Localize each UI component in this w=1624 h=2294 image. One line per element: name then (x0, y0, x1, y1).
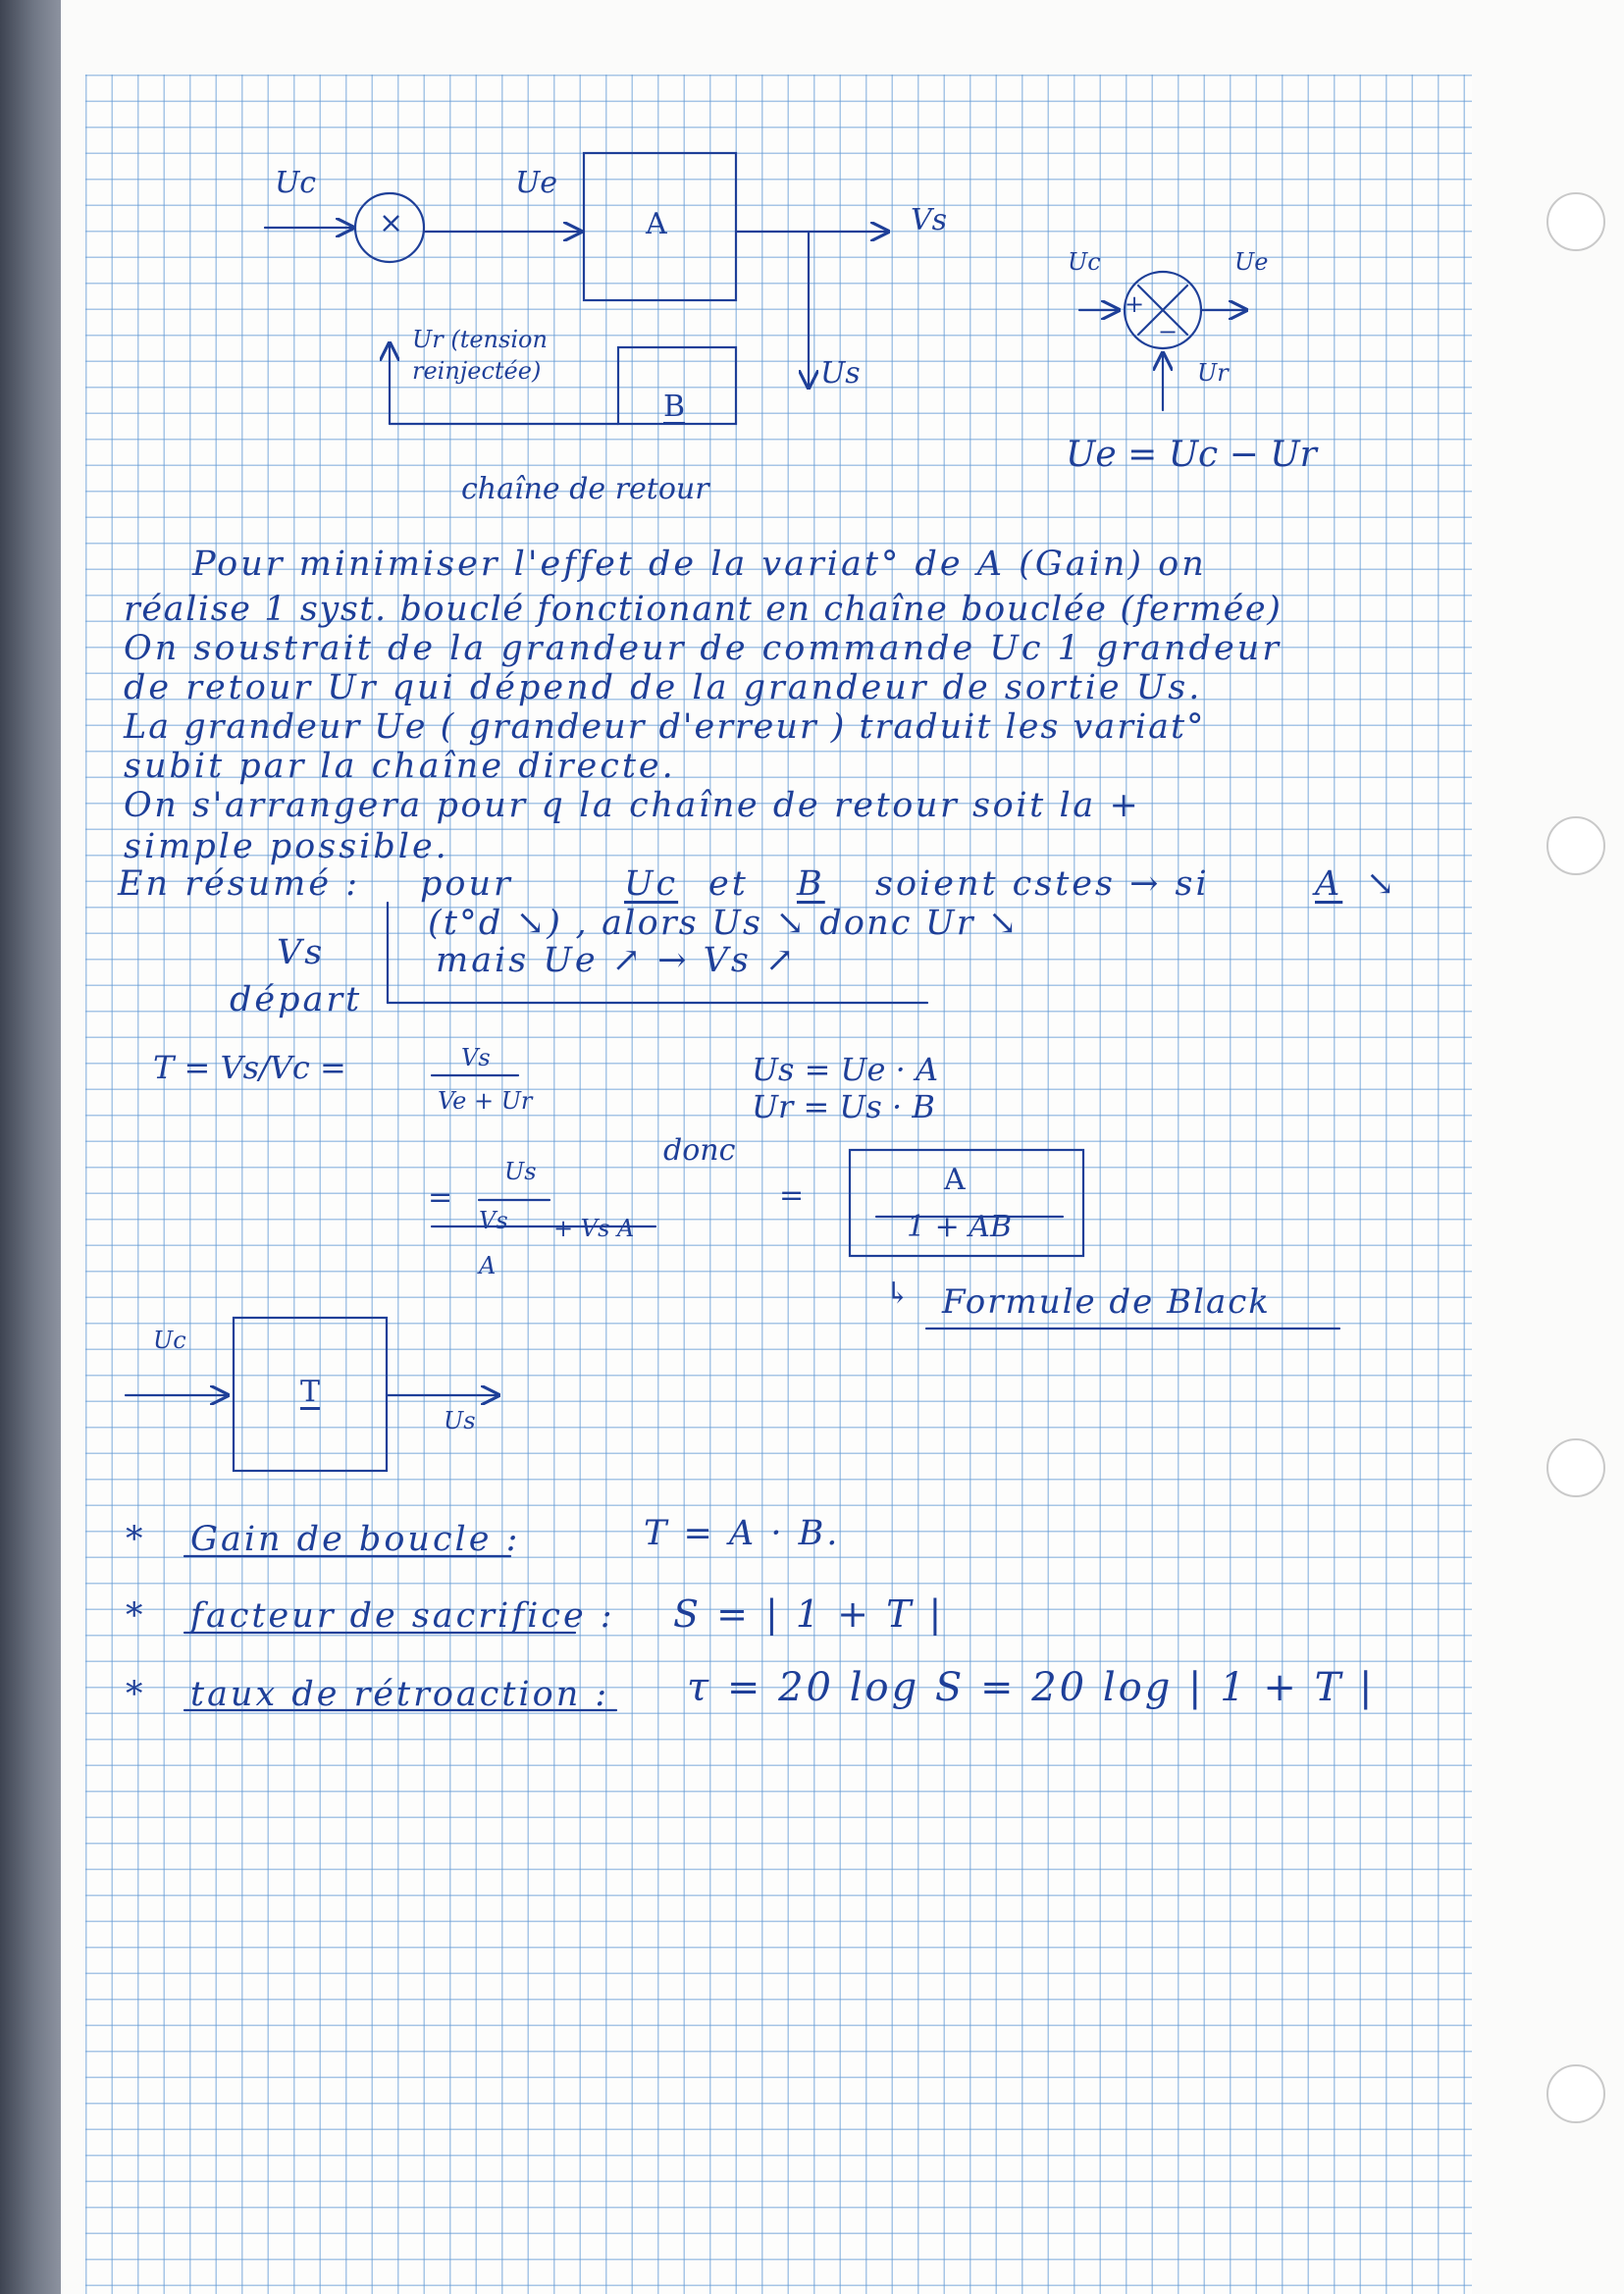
text-line: simple possible. (124, 827, 449, 866)
error-equation: Ue = Uc − Ur (1066, 435, 1317, 475)
text-line: Pour minimiser l'effet de la variat° de A (Gain) on (192, 545, 1207, 584)
output-label-vs: Vs (911, 203, 948, 237)
definition-bullet: * (126, 1520, 146, 1559)
taux-de-retroaction-expression: τ = 20 log S = 20 log | 1 + T | (687, 1665, 1376, 1710)
fraction-numerator: Us (504, 1158, 537, 1185)
summing-feedback-label: Ur (1197, 359, 1229, 387)
plus-sign: + (1125, 290, 1145, 318)
multiplier-symbol: × (379, 206, 404, 240)
text-line: subit par la chaîne directe. (124, 747, 676, 786)
resume-mais: mais Ue ↗ → Vs ↗ (436, 941, 798, 980)
resume-et: et (708, 864, 749, 904)
feedback-loop-diagram (265, 153, 888, 424)
equals-sign: = (779, 1178, 805, 1213)
us-equation: Us = Ue · A (752, 1051, 939, 1088)
facteur-de-sacrifice-term: facteur de sacrifice : (190, 1596, 615, 1636)
resume-intro: En résumé : (118, 864, 360, 904)
gain-de-boucle-expression: T = A · B. (644, 1514, 841, 1553)
text-line: réalise 1 syst. bouclé fonctionant en chaîne bouclée (fermée) (124, 590, 1283, 629)
text-line: de retour Ur qui dépend de la grandeur de sortie Us. (124, 668, 1203, 707)
resume-depart: départ (230, 980, 363, 1019)
black-formula-label: Formule de Black (942, 1282, 1271, 1322)
summing-input-label: Uc (1068, 248, 1101, 276)
resume-soient: soient cstes → si (875, 864, 1210, 904)
transfer-definition: T = Vs/Vc = (153, 1049, 346, 1086)
resume-a: A (1315, 864, 1343, 904)
block-t-label: T (300, 1375, 321, 1409)
return-output-label-us: Us (820, 356, 861, 391)
feedback-label: Ur (tension reinjectée) (412, 326, 548, 386)
summing-output-label: Ue (1234, 248, 1269, 276)
definition-bullet: * (126, 1675, 146, 1714)
resume-pour: pour (420, 864, 513, 904)
ur-equation: Ur = Us · B (752, 1088, 935, 1125)
text-line: On s'arrangera pour q la chaîne de retour soit la + (124, 786, 1141, 825)
fraction-numerator: Vs (479, 1207, 508, 1234)
text-line: On soustrait de la grandeur de commande Uc 1 grandeur (124, 629, 1282, 668)
gain-de-boucle-term: Gain de boucle : (190, 1520, 521, 1559)
resume-temperature-line: (t°d ↘) , alors Us ↘ donc Ur ↘ (428, 904, 1020, 943)
block-a-label: A (646, 207, 667, 241)
text-line: La grandeur Ue ( grandeur d'erreur ) traduit les variat° (124, 707, 1206, 747)
taux-de-retroaction-term: taux de rétroaction : (190, 1675, 610, 1714)
block-output-label: Us (444, 1407, 476, 1434)
block-b-label: B (663, 390, 686, 424)
resume-vs: Vs (277, 933, 326, 972)
resume-uc: Uc (624, 864, 679, 904)
black-arrow: ↳ (885, 1277, 911, 1311)
facteur-de-sacrifice-expression: S = | 1 + T | (673, 1592, 945, 1636)
diagram-caption: chaîne de retour (461, 472, 709, 506)
input-label-uc: Uc (275, 166, 317, 200)
resume-arrow: ↘ (1366, 864, 1398, 904)
fraction-remainder: + Vs A (553, 1215, 635, 1242)
definition-bullet: * (126, 1596, 146, 1636)
black-denominator: 1 + AB (907, 1210, 1013, 1244)
resume-b: B (797, 864, 825, 904)
black-numerator: A (944, 1163, 966, 1197)
donc-label: donc (663, 1133, 736, 1168)
error-label-ue: Ue (515, 166, 558, 200)
block-input-label: Uc (153, 1327, 186, 1354)
equals-sign: = (428, 1180, 453, 1215)
fraction-numerator: Vs (461, 1044, 491, 1071)
fraction-denominator: A (479, 1252, 497, 1279)
minus-sign: − (1158, 318, 1179, 345)
fraction-denominator: Ve + Ur (438, 1087, 533, 1115)
